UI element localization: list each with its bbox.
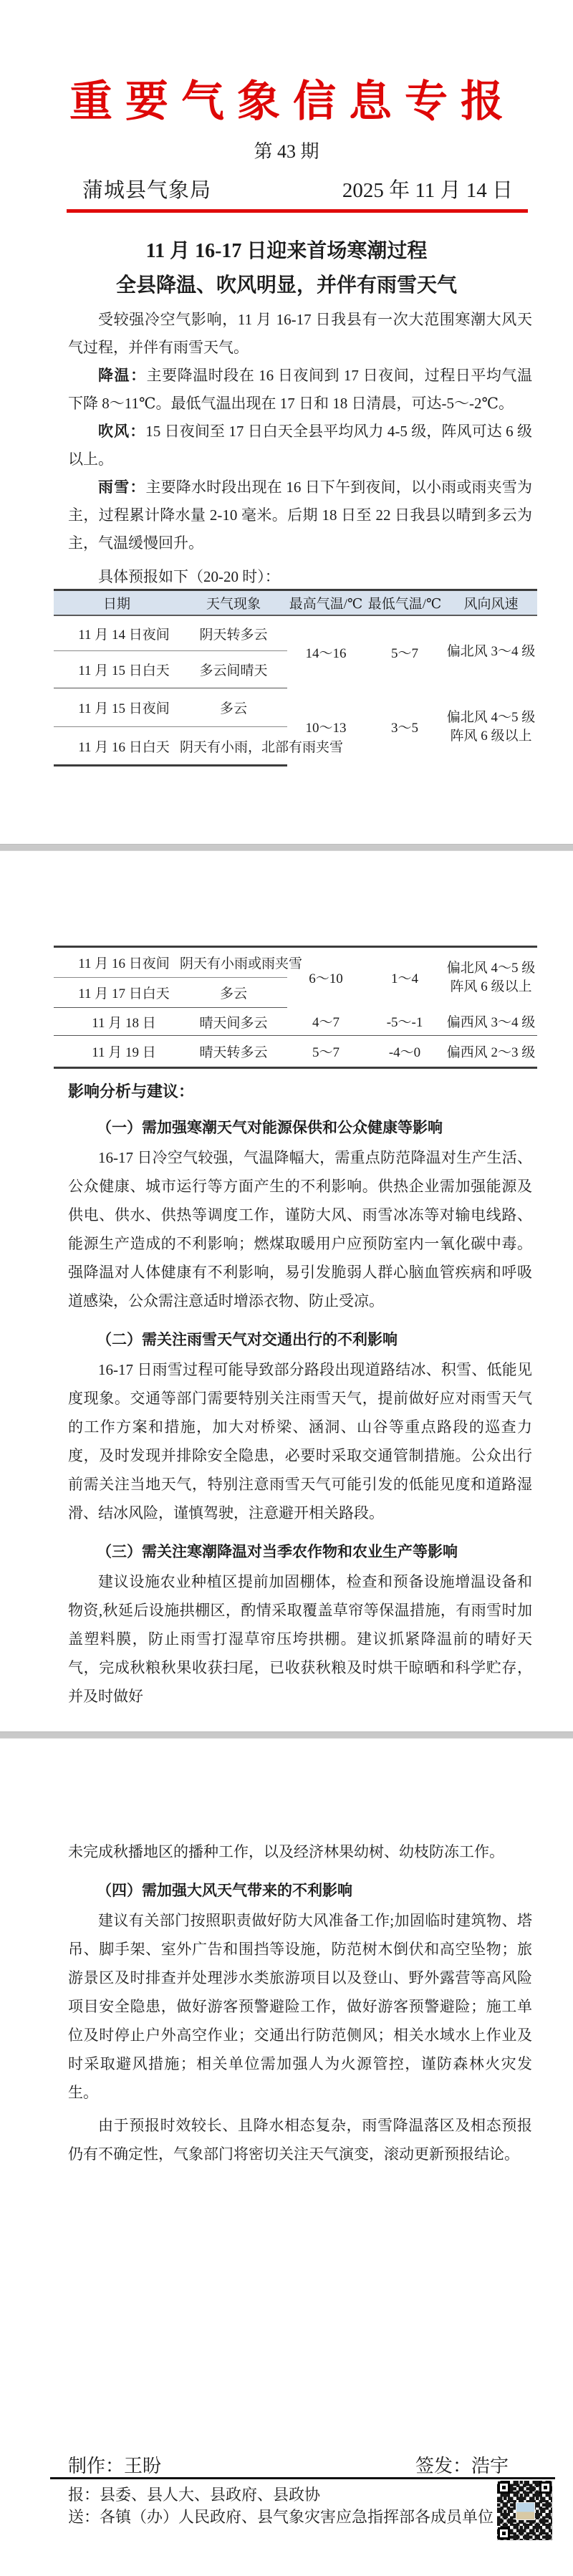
- report-to-line: 报：县委、县人大、县政府、县政协: [68, 2486, 321, 2504]
- qr-center-image: [516, 2502, 535, 2520]
- intro-paragraph: 受较强冷空气影响，11 月 16-17 日我县有一次大范围寒潮大风天气过程，并伴有雨雪天气。: [68, 311, 532, 356]
- qr-finder-icon: [539, 2481, 552, 2494]
- send-to-line: 送：各镇（办）人民政府、县气象灾害应急指挥部各成员单位: [68, 2507, 494, 2526]
- qr-code: [497, 2481, 552, 2540]
- advice-paragraph-1: 16-17 日冷空气较强，气温降幅大，需重点防范降温对生产生活、公众健康、城市运行等方面产生的不利影响。供热企业需加强能源及供电、供水、供热等调度工作，谨防大风、雨雪冰冻等对输电线路、能源生产造成的不利影响；燃煤取暖用户应预防室内一氧化碳中毒。强降温对人体健康有不利影响，易引发脆弱人群心脑血管疾病和呼吸道感染，公众需注意适时增添衣物、防止受凉。: [68, 1149, 532, 1309]
- table-row: 11 月 18 日 晴天间多云 4～7 -5～-1 偏西风 3～4 级: [54, 1008, 537, 1036]
- analysis-heading: 影响分析与建议：: [68, 1082, 195, 1100]
- page-1: [0, 0, 573, 844]
- table-row: 11 月 15 日夜间 多云 10～13 3～5 偏北风 4～5 级 阵风 6 级以上: [54, 688, 537, 727]
- maker-label: 制作：王盼: [68, 2456, 162, 2476]
- footer-rule: [50, 2477, 555, 2479]
- page-separator: [0, 844, 573, 851]
- headline-line2: 全县降温、吹风明显，并伴有雨雪天气: [115, 274, 457, 297]
- advice-paragraph-3: 建议设施农业种植区提前加固棚体，检查和预备设施增温设备和物资,秋延后设施拱棚区，酌情采取覆盖草帘等保温措施，有雨雪时加盖塑料膜，防止雨雪打湿草帘压垮拱棚。建议抓紧降温前的晴好天气，完成秋粮秋果收获扫尾，已收获秋粮及时烘干晾晒和科学贮存，并及时做好: [68, 1573, 532, 1705]
- advice-paragraph-2: 16-17 日雨雪过程可能导致部分路段出现道路结冰、积雪、低能见度现象。交通等部门需要特别关注雨雪天气，提前做好应对雨雪天气的工作方案和措施，加大对桥梁、涵洞、山谷等重点路段的巡查力度，及时发现并排除安全隐患，必要时采取交通管制措施。公众出行前需关注当地天气，特别注意雨雪天气可能引发的低能见度和道路湿滑、结冰风险，谨慎驾驶，注意避开相关路段。: [68, 1361, 532, 1522]
- advice-heading-1: （一）需加强寒潮天气对能源保供和公众健康等影响: [97, 1119, 443, 1136]
- forecast-block: [0, 564, 573, 766]
- col-header-date: 日期: [54, 590, 180, 616]
- qr-finder-icon: [498, 2527, 510, 2539]
- advice-paragraph-3-continued: 未完成秋播地区的播种工作，以及经济林果幼树、幼枝防冻工作。: [68, 1843, 504, 1860]
- wind-paragraph: 吹风：15 日夜间至 17 日白天全县平均风力 4-5 级，阵风可达 6 级以上。: [68, 423, 532, 468]
- advice-paragraph-4: 建议有关部门按照职责做好防大风准备工作;加固临时建筑物、塔吊、脚手架、室外广告和围挡等设施，防范树木倒伏和高空坠物；旅游景区及时排查并处理涉水类旅游项目以及登山、野外露营等高风险项目安全隐患，做好游客预警避险工作，做好游客预警避险；施工单位及时停止户外高空作业；交通出行防范侧风；相关水域水上作业及时采取避风措施；相关单位需加强人为火源管控，谨防森林火灾发生。: [68, 1912, 532, 2101]
- issue-number: 第 43 期: [254, 141, 319, 162]
- forecast-table-header-row: [54, 590, 537, 616]
- page-separator: [0, 1731, 573, 1739]
- wind-label: 吹风：: [98, 423, 146, 440]
- rain-snow-label: 雨雪：: [98, 479, 146, 496]
- closing-paragraph: 由于预报时效较长、且降水相态复杂，雨雪降温落区及相态预报仍有不确定性，气象部门将密切关注天气演变，滚动更新预报结论。: [68, 2117, 532, 2163]
- col-header-tmax: 最高气温/℃: [287, 590, 365, 616]
- table-row: 11 月 14 日夜间 阴天转多云 14～16 5～7 偏北风 3～4 级: [54, 615, 537, 651]
- table-row: 11 月 16 日白天 阴天有小雨，北部有雨夹雪: [54, 727, 537, 766]
- distribution-lines: [68, 2484, 493, 2528]
- advice-heading-4: （四）需加强大风天气带来的不利影响: [97, 1882, 352, 1899]
- cooling-paragraph: 降温：主要降温时段在 16 日夜间到 17 日夜间，过程日平均气温下降 8～11℃。最低气温出现在 17 日和 18 日清晨，可达-5～-2℃。: [68, 367, 532, 412]
- headline-line1: 11 月 16-17 日迎来首场寒潮过程: [145, 240, 428, 262]
- forecast-table-page1: [54, 589, 537, 766]
- forecast-intro: 具体预报如下（20-20 时）：: [98, 568, 280, 585]
- col-header-wind: 风向风速: [445, 590, 537, 616]
- table-row: 11 月 19 日 晴天转多云 5～7 -4～0 偏西风 2～3 级: [54, 1036, 537, 1068]
- qr-finder-icon: [498, 2481, 510, 2494]
- col-header-weather: 天气现象: [180, 590, 287, 616]
- issue-date: 2025 年 11 月 14 日: [342, 179, 513, 202]
- cooling-label: 降温：: [98, 367, 147, 384]
- table-row: 11 月 17 日白天 多云: [54, 978, 537, 1008]
- summary-paragraphs: [68, 306, 532, 561]
- col-header-tmin: 最低气温/℃: [365, 590, 445, 616]
- table-row: 11 月 16 日夜间 阴天有小雨或雨夹雪 6～10 1～4 偏北风 4～5 级 阵风 6 级以上: [54, 947, 537, 978]
- table-row: 11 月 15 日白天 多云间晴天: [54, 651, 537, 688]
- page-2: [0, 851, 573, 1731]
- forecast-table-page2: [54, 946, 537, 1069]
- rain-snow-paragraph: 雨雪：主要降水时段出现在 16 日下午到夜间，以小雨或雨夹雪为主，过程累计降水量 2-10 毫米。后期 18 日至 22 日我县以晴到多云为主，气温缓慢回升。: [68, 479, 532, 552]
- advice-heading-2: （二）需关注雨雪天气对交通出行的不利影响: [97, 1331, 398, 1348]
- masthead-title: 重要气象信息专报: [69, 78, 516, 125]
- signer-label: 签发：浩宇: [415, 2456, 509, 2476]
- page-3: [0, 1739, 573, 2576]
- masthead-rule: [67, 209, 528, 213]
- issuing-org: 蒲城县气象局: [82, 179, 212, 202]
- advice-heading-3: （三）需关注寒潮降温对当季农作物和农业生产等影响: [97, 1543, 458, 1560]
- org-date-row: [82, 176, 513, 205]
- maker-signer-row: [68, 2455, 509, 2478]
